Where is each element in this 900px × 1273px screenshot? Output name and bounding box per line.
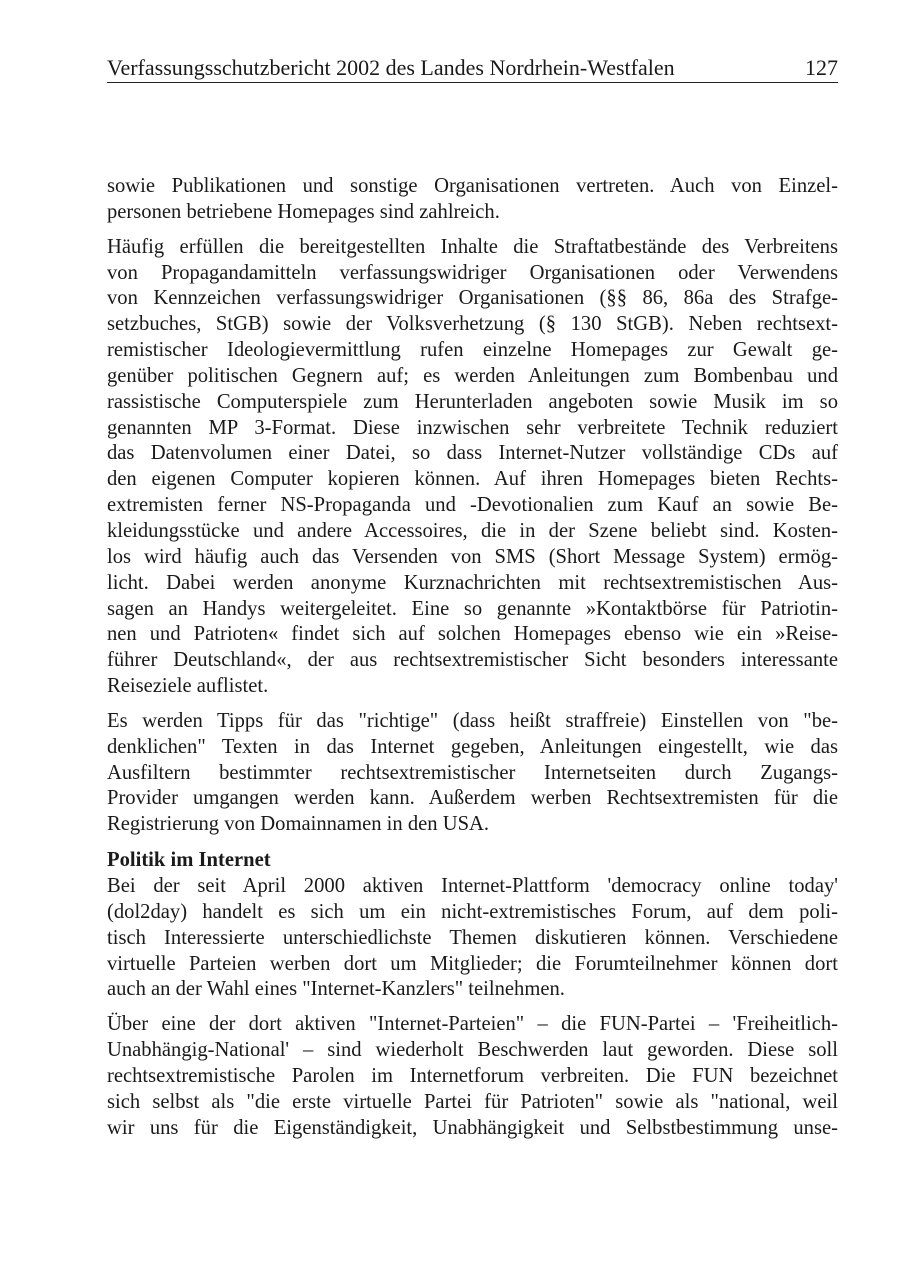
text-line: kleidungsstücke und andere Accessoires, die in der Szene beliebt sind. Kosten- <box>107 519 838 542</box>
text-line: (dol2day) handelt es sich um ein nicht-extremistisches Forum, auf dem poli- <box>107 900 838 923</box>
text-line: denklichen" Texten in das Internet gegeben, Anleitungen eingestellt, wie das <box>107 735 838 758</box>
paragraph-group <box>107 874 838 1141</box>
text-line: führer Deutschland«, der aus rechtsextremistischer Sicht besonders interessante <box>107 649 838 672</box>
text-line: von Propagandamitteln verfassungswidriger Organisationen oder Verwendens <box>107 261 838 284</box>
paragraph <box>107 174 838 226</box>
text-line: remistischer Ideologievermittlung rufen einzelne Homepages zur Gewalt ge- <box>107 339 838 362</box>
text-line: los wird häufig auch das Versenden von SMS (Short Message System) ermög- <box>107 545 838 568</box>
text-line: sich selbst als "die erste virtuelle Partei für Patrioten" sowie als "national, weil <box>107 1090 838 1113</box>
text-line: auch an der Wahl eines "Internet-Kanzlers" teilnehmen. <box>107 978 565 1001</box>
text-line: virtuelle Parteien werben dort um Mitglieder; die Forumteilnehmer können dort <box>107 952 838 975</box>
text-line: licht. Dabei werden anonyme Kurznachrichten mit rechtsextremistischen Aus- <box>107 571 838 594</box>
text-line: genüber politischen Gegnern auf; es werden Anleitungen zum Bombenbau und <box>107 364 838 387</box>
body-text <box>107 174 838 1151</box>
header-title: Verfassungsschutzbericht 2002 des Landes Nordrhein-Westfalen <box>107 55 675 80</box>
page-number: 127 <box>805 55 838 80</box>
text-line: setzbuches, StGB) sowie der Volksverhetzung (§ 130 StGB). Neben rechtsext- <box>107 313 838 336</box>
text-line: den eigenen Computer kopieren können. Auf ihren Homepages bieten Rechts- <box>107 468 838 491</box>
text-line: das Datenvolumen einer Datei, so dass Internet-Nutzer vollständige CDs auf <box>107 442 838 465</box>
paragraph <box>107 874 838 1003</box>
text-line: nen und Patrioten« findet sich auf solchen Homepages ebenso wie ein »Reise- <box>107 623 838 646</box>
text-line: rassistische Computerspiele zum Herunterladen angeboten sowie Musik im so <box>107 390 838 413</box>
paragraph-group <box>107 174 838 838</box>
text-line: genannten MP 3-Format. Diese inzwischen sehr verbreitete Technik reduziert <box>107 416 838 439</box>
text-line: Über eine der dort aktiven "Internet-Parteien" – die FUN-Partei – 'Freiheitlich- <box>107 1013 838 1036</box>
text-line: rechtsextremistische Parolen im Internetforum verbreiten. Die FUN bezeichnet <box>107 1065 838 1087</box>
text-line: Es werden Tipps für das "richtige" (dass heißt straffreie) Einstellen von "be- <box>107 709 838 732</box>
text-line: personen betriebene Homepages sind zahlreich. <box>107 200 500 223</box>
text-line: Häufig erfüllen die bereitgestellten Inhalte die Straftatbestände des Verbreitens <box>107 235 838 258</box>
text-line: Reiseziele auflistet. <box>107 675 269 698</box>
section-heading: Politik im Internet <box>107 849 271 872</box>
text-line: sagen an Handys weitergeleitet. Eine so genannte »Kontaktbörse für Patriotin- <box>107 597 838 620</box>
running-header <box>107 52 838 83</box>
text-line: Registrierung von Domainnamen in den USA. <box>107 813 490 836</box>
paragraph <box>107 1012 838 1141</box>
text-line: sowie Publikationen und sonstige Organisationen vertreten. Auch von Einzel- <box>107 175 838 197</box>
text-line: tisch Interessierte unterschiedlichste Themen diskutieren können. Verschiedene <box>107 926 838 949</box>
paragraph <box>107 709 838 838</box>
text-line: extremisten ferner NS-Propaganda und -Devotionalien zum Kauf an sowie Be- <box>107 494 838 517</box>
text-line: wir uns für die Eigenständigkeit, Unabhängigkeit und Selbstbestimmung unse- <box>107 1116 838 1139</box>
text-line: Bei der seit April 2000 aktiven Internet-Plattform 'democracy online today' <box>107 875 838 898</box>
text-line: Unabhängig-National' – sind wiederholt Beschwerden laut geworden. Diese soll <box>107 1039 838 1062</box>
text-line: Ausfiltern bestimmter rechtsextremistischer Internetseiten durch Zugangs- <box>107 761 838 784</box>
text-line: Provider umgangen werden kann. Außerdem werben Rechtsextremisten für die <box>107 787 838 810</box>
text-line: von Kennzeichen verfassungswidriger Organisationen (§§ 86, 86a des Strafge- <box>107 287 838 310</box>
paragraph <box>107 235 838 700</box>
